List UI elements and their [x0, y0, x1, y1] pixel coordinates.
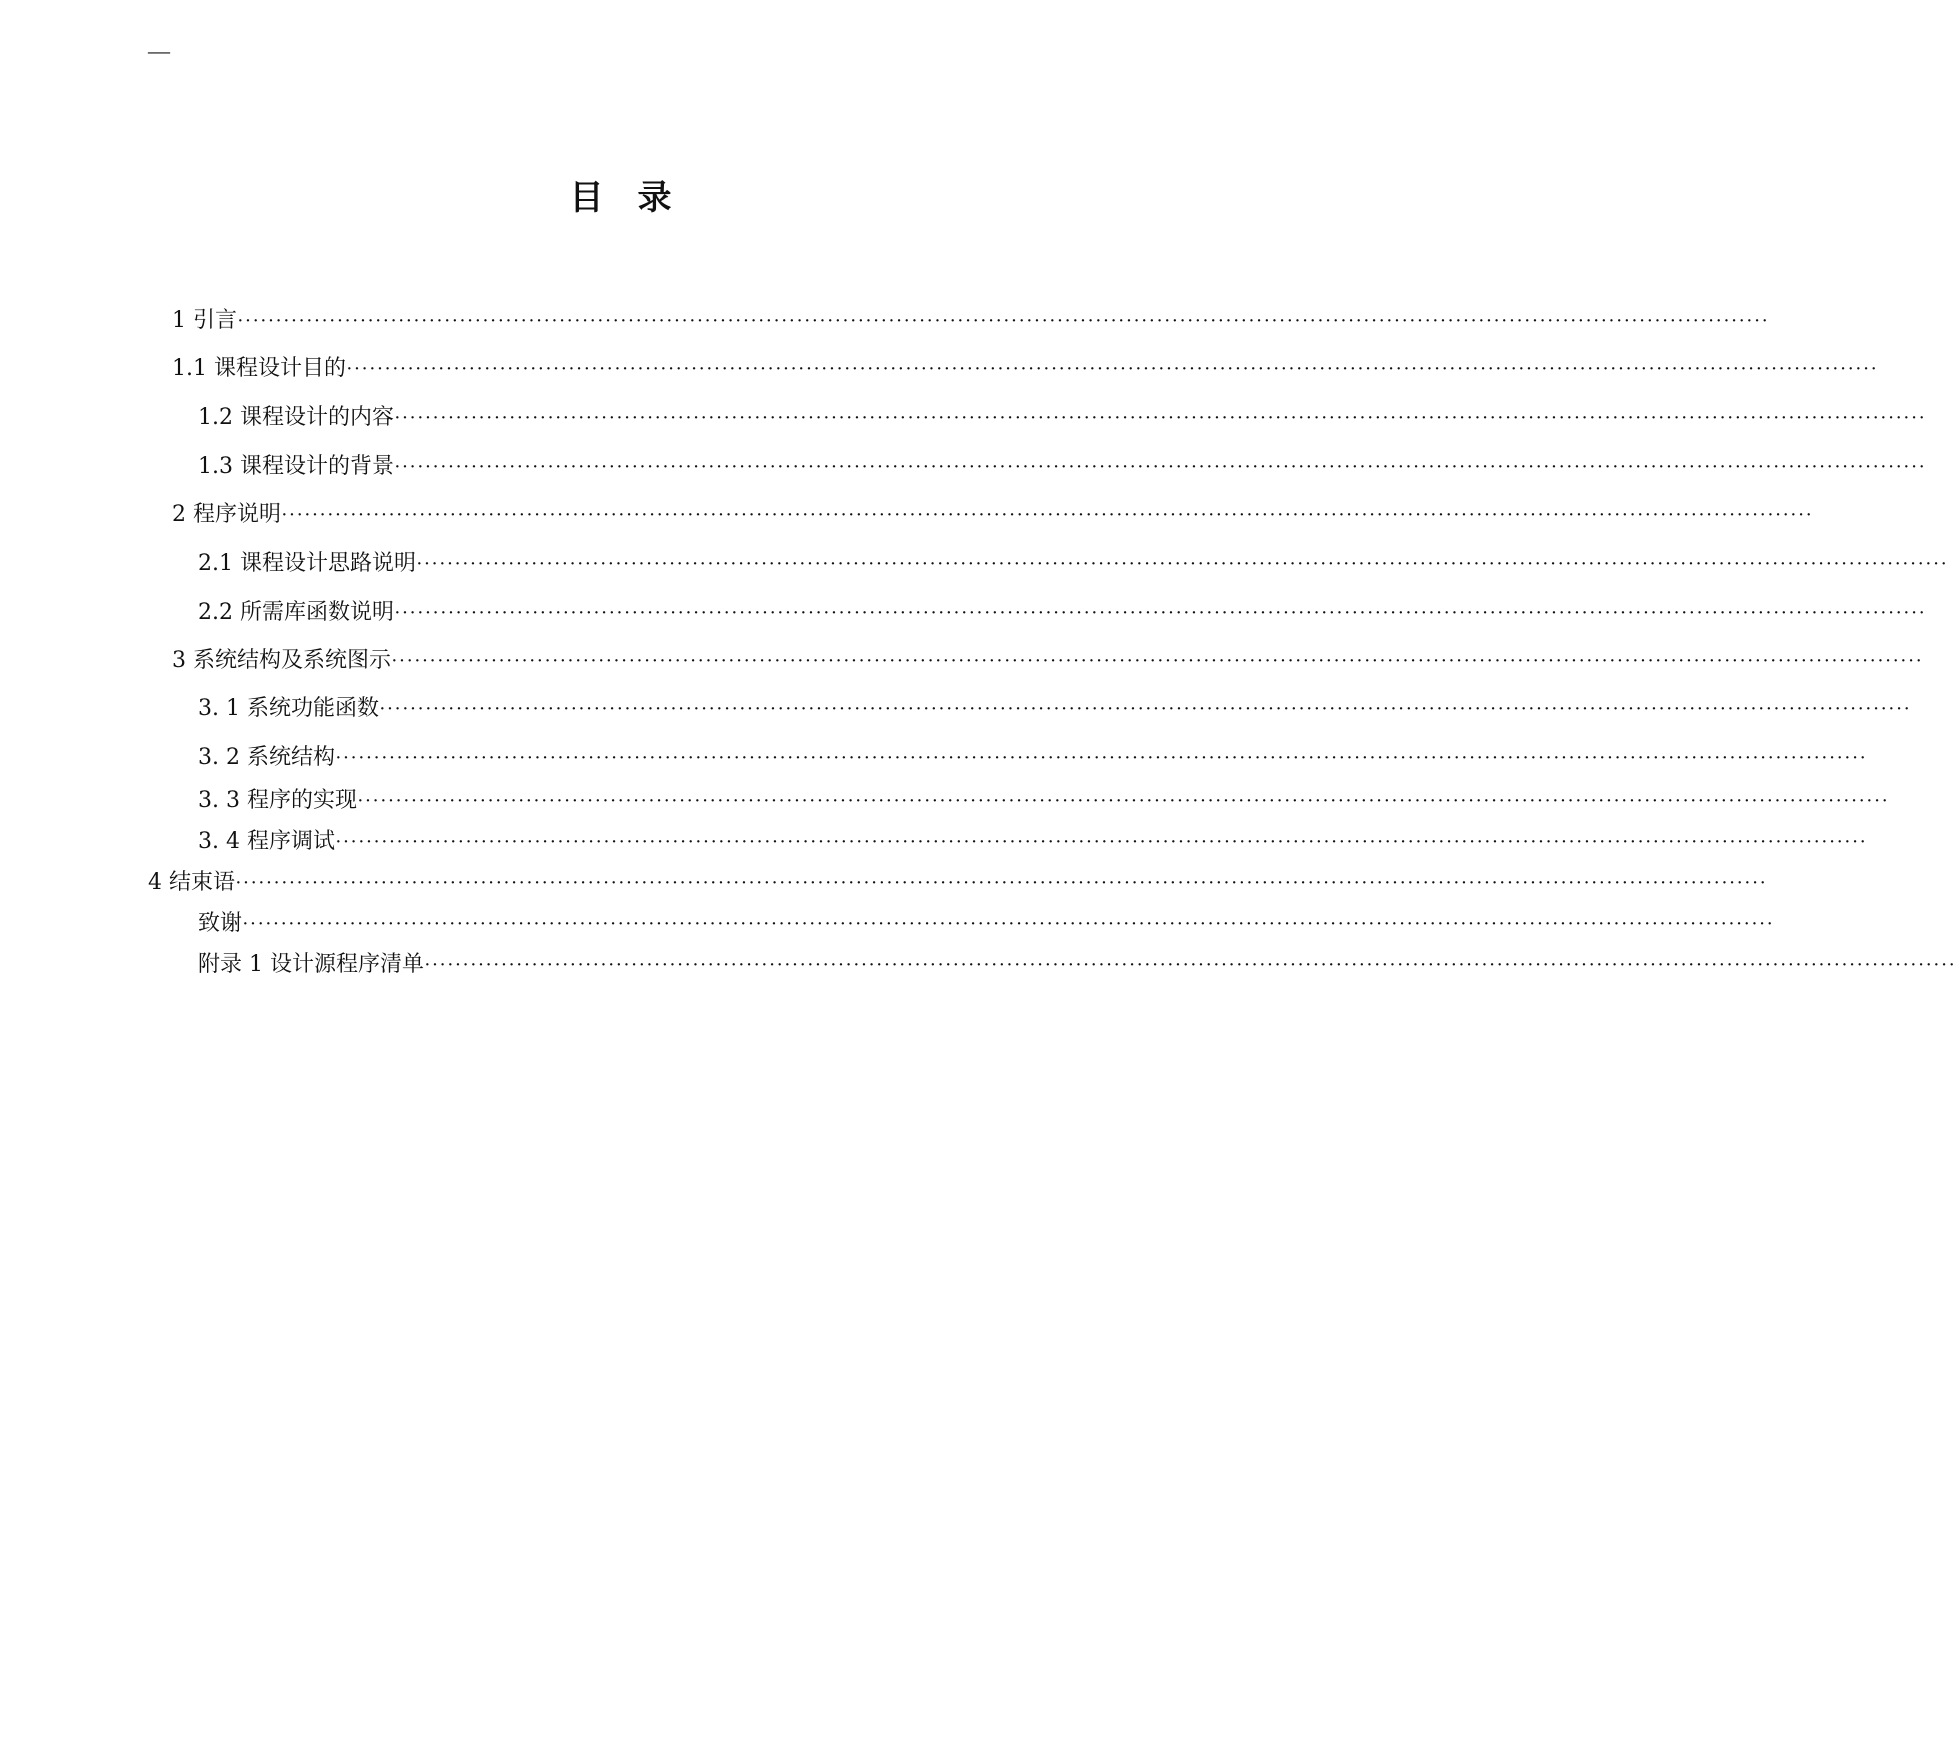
dot-leader: ········································································································································································································	[235, 872, 1768, 894]
dot-leader: ········································································································································································································	[423, 954, 1956, 976]
dot-leader: ········································································································································································································	[378, 698, 1912, 720]
toc-entry-4[interactable]	[148, 868, 1768, 898]
toc-entry-2-1[interactable]	[198, 549, 1949, 579]
toc-entry-3-3[interactable]	[198, 786, 1890, 816]
toc-entry-acknowledgements[interactable]	[198, 909, 1775, 939]
dot-leader: ········································································································································································································	[393, 456, 1927, 478]
toc-entry-1-2[interactable]	[198, 403, 1927, 433]
toc-entry-1-3[interactable]	[198, 452, 1927, 482]
toc-entry-3-2[interactable]	[198, 743, 1868, 773]
toc-entry-appendix-1[interactable]	[198, 950, 1956, 980]
toc-entry-2-2[interactable]	[198, 598, 1927, 628]
toc-entry-label: 1.2 课程设计的内容	[198, 405, 394, 430]
toc-entry-label: 1.1 课程设计目的	[172, 356, 346, 381]
dot-leader: ········································································································································································································	[334, 831, 1868, 853]
dot-leader: ········································································································································································································	[391, 650, 1924, 672]
toc-entry-label: 1.3 课程设计的背景	[198, 454, 394, 479]
toc-entry-label: 3 系统结构及系统图示	[172, 648, 391, 673]
toc-entry-1-1[interactable]	[172, 354, 1879, 384]
toc-entry-label: 3. 3 程序的实现	[198, 788, 357, 813]
toc-entry-label: 附录 1 设计源程序清单	[198, 952, 424, 977]
dot-leader: ········································································································································································································	[356, 790, 1890, 812]
dot-leader: ········································································································································································································	[345, 358, 1879, 380]
toc-entry-label: 4 结束语	[148, 870, 235, 895]
toc-entry-3-1[interactable]	[198, 694, 1912, 724]
dot-leader: ········································································································································································································	[415, 553, 1949, 575]
toc-entry-label: 3. 2 系统结构	[198, 745, 335, 770]
toc-entry-1[interactable]	[172, 306, 1770, 336]
dot-leader: ········································································································································································································	[242, 913, 1775, 935]
toc-entry-label: 2 程序说明	[172, 502, 281, 527]
toc-entry-label: 致谢	[198, 911, 243, 936]
toc-entry-label: 1 引言	[172, 308, 237, 333]
dot-leader: ········································································································································································································	[281, 504, 1814, 526]
toc-entry-2[interactable]	[172, 500, 1814, 530]
toc-title: 目录	[569, 178, 706, 218]
dot-leader: ········································································································································································································	[334, 747, 1868, 769]
toc-entry-label: 3. 1 系统功能函数	[198, 696, 379, 721]
dot-leader: ········································································································································································································	[393, 602, 1927, 624]
toc-entry-label: 2.1 课程设计思路说明	[198, 551, 416, 576]
dot-leader: ········································································································································································································	[393, 407, 1927, 429]
toc-entry-3-4[interactable]	[198, 827, 1868, 857]
toc-entry-label: 2.2 所需库函数说明	[198, 600, 394, 625]
toc-entry-label: 3. 4 程序调试	[198, 829, 335, 854]
header-dash: —	[148, 38, 170, 63]
toc-entry-3[interactable]	[172, 646, 1924, 676]
dot-leader: ········································································································································································································	[237, 310, 1770, 332]
